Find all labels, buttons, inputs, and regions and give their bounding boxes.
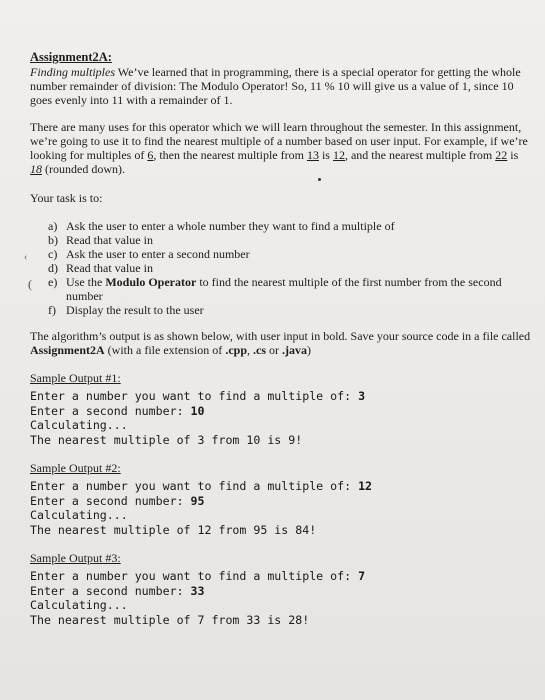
- console-prompt: Enter a number you want to find a multiple of:: [30, 479, 359, 493]
- console-line: [30, 569, 531, 584]
- list-marker: c): [48, 247, 58, 261]
- sample-output-console: [30, 389, 531, 447]
- console-prompt: Enter a second number:: [30, 493, 191, 508]
- sample-output-heading: Sample Output #3:: [30, 551, 121, 565]
- text-run: is: [507, 148, 519, 162]
- console-user-input: 10: [190, 403, 205, 418]
- list-item: [48, 247, 531, 261]
- text-run: is: [318, 148, 333, 162]
- console-prompt: Enter a number you want to find a multiple of:: [30, 389, 359, 403]
- list-item-text: [66, 275, 531, 303]
- file-extension: .cs: [253, 343, 266, 357]
- list-item: [48, 233, 531, 247]
- console-result: The nearest multiple of 12 from 95 is 84!: [30, 522, 317, 537]
- underlined-number: 22: [495, 148, 508, 162]
- console-result: The nearest multiple of 7 from 33 is 28!: [30, 612, 310, 627]
- list-marker: f): [48, 303, 56, 317]
- assignment-title: Assignment2A:: [30, 50, 112, 64]
- file-extension: .cpp: [225, 343, 247, 357]
- list-marker: e): [48, 275, 58, 289]
- underlined-number: 12: [332, 148, 345, 162]
- console-line: Calculating...: [30, 598, 128, 612]
- console-user-input: 12: [358, 479, 373, 493]
- console-line: Calculating...: [30, 418, 128, 432]
- task-list: [48, 219, 531, 317]
- output-paragraph: [30, 329, 531, 357]
- console-user-input: 3: [358, 389, 366, 403]
- text-run: There are many uses for this operator which we will learn throughout the semester. In this assignment, we’re going to use it to find the nearest multiple of a number based on user input. For example, if we’re looking for multiples of: [30, 120, 528, 162]
- text-run: Use the: [66, 275, 106, 289]
- underlined-number: 6: [147, 148, 154, 162]
- list-item: [48, 303, 531, 317]
- intro-lead: Finding multiples: [30, 65, 115, 79]
- intro-paragraph: [30, 65, 531, 107]
- text-run: to find the nearest multiple of the first number from the second number: [66, 275, 502, 303]
- console-prompt: Enter a second number:: [30, 583, 191, 598]
- console-line: [30, 494, 531, 509]
- bold-term: Modulo Operator: [105, 275, 197, 289]
- text-run: (with a file extension of: [104, 343, 226, 357]
- filename: Assignment2A: [30, 343, 105, 357]
- console-user-input: 33: [190, 583, 205, 598]
- text-run: , and the nearest multiple from: [344, 148, 496, 162]
- text-run: ,: [247, 343, 253, 357]
- console-line: [30, 584, 531, 599]
- file-extension: .java: [282, 343, 307, 357]
- list-item-text: Read that value in: [66, 261, 153, 275]
- list-marker: a): [48, 219, 58, 233]
- underlined-number: 13: [306, 148, 319, 162]
- sample-output-console: [30, 479, 531, 537]
- uses-paragraph: [30, 120, 531, 176]
- list-marker: d): [48, 261, 58, 275]
- stray-dot-mark: [318, 178, 321, 181]
- list-item: [48, 275, 531, 303]
- intro-text: We’ve learned that in programming, there is a special operator for getting the whole number remainder of division: The Modulo Operator! So, 11 % 10 will give us a value of 1, since 10 goes evenly into 11 with a remainder of 1.: [30, 65, 521, 107]
- underlined-number: 18: [30, 162, 42, 176]
- console-line: Calculating...: [30, 508, 128, 522]
- list-item-text: Read that value in: [66, 233, 153, 247]
- text-run: ): [307, 343, 311, 357]
- console-line: [30, 479, 531, 494]
- list-item-text: Display the result to the user: [66, 303, 204, 317]
- pen-mark: (: [28, 277, 32, 291]
- text-run: The algorithm’s output is as shown below, with user input in bold. Save your source code in a file called: [30, 329, 531, 343]
- list-item-text: Ask the user to enter a whole number they want to find a multiple of: [66, 219, 395, 233]
- sample-output-heading: Sample Output #2:: [30, 461, 121, 475]
- list-item: [48, 261, 531, 275]
- console-prompt: Enter a number you want to find a multiple of:: [30, 569, 359, 583]
- pen-mark: ‹: [24, 252, 28, 263]
- console-user-input: 95: [190, 493, 205, 508]
- sample-output-heading: Sample Output #1:: [30, 371, 121, 385]
- list-marker: b): [48, 233, 58, 247]
- list-item-text: Ask the user to enter a second number: [66, 247, 250, 261]
- console-line: [30, 389, 531, 404]
- console-line: [30, 404, 531, 419]
- console-user-input: 7: [358, 569, 366, 583]
- list-item: [48, 219, 531, 233]
- sample-output-console: [30, 569, 531, 627]
- text-run: or: [266, 343, 282, 357]
- console-prompt: Enter a second number:: [30, 403, 191, 418]
- text-run: (rounded down).: [42, 162, 125, 176]
- task-intro: Your task is to:: [30, 191, 103, 205]
- console-result: The nearest multiple of 3 from 10 is 9!: [30, 432, 303, 447]
- text-run: , then the nearest multiple from: [153, 148, 307, 162]
